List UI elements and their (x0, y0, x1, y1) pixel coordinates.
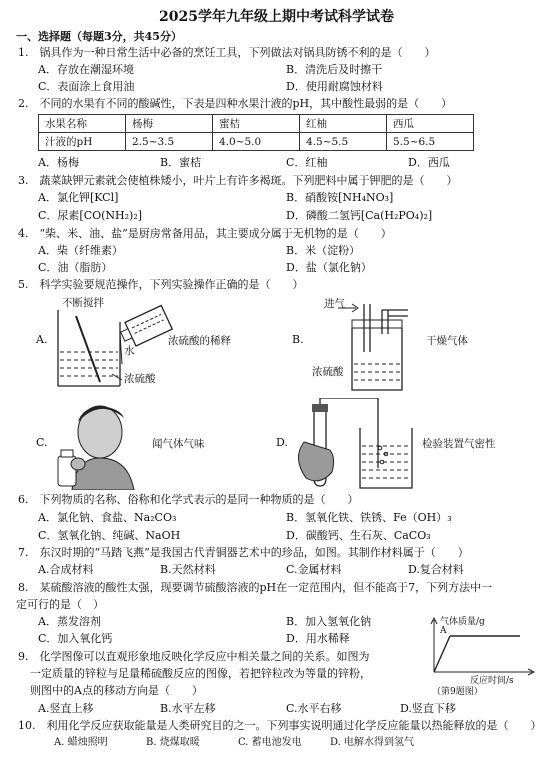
smelling-figure (50, 398, 140, 490)
table-cell: 4.5~5.5 (300, 133, 387, 151)
label-conc-acid-a: 浓硫酸 (124, 373, 156, 385)
table-cell: 杨梅 (126, 115, 213, 133)
q10-option-c[interactable]: C. 蓄电池发电 (238, 737, 302, 748)
q10-stem: 10. 利用化学反应获取能量是人类研究目的之一。下列事实说明通过化学反应能量以热能释放的是（ ） (18, 719, 542, 732)
q5-option-c[interactable]: C. (36, 436, 48, 449)
q9-graph-caption: （第9题图） (432, 687, 483, 697)
gas-drying-figure (330, 300, 420, 396)
table-cell: 蜜桔 (213, 115, 300, 133)
q9-stem-line3: 则图中的A点的移动方向是（ ） (30, 684, 203, 697)
q8-stem-line1: 8. 某硫酸溶液的酸性太强，现要调节硫酸溶液的pH在一定范围内，但不能高于7，下列方法中一 (18, 581, 493, 594)
table-header-row (39, 115, 474, 133)
caption-smell: 闻气体气味 (152, 438, 205, 450)
q1-option-c[interactable]: C．表面涂上食用油 (38, 80, 135, 93)
label-stirring: 不断搅拌 (62, 297, 104, 309)
q7-option-d[interactable]: D.复合材料 (408, 563, 464, 576)
table-cell: 红柚 (300, 115, 387, 133)
q9-option-c[interactable]: C.水平右移 (286, 702, 342, 715)
q9-graph-point: A (440, 626, 447, 636)
q5-option-b[interactable]: B. (292, 333, 304, 346)
table-cell: 2.5~3.5 (126, 133, 213, 151)
q2-option-d[interactable]: D．西瓜 (408, 156, 450, 169)
q8-option-d[interactable]: D．用水稀释 (286, 632, 350, 645)
table-cell: 汁液的pH (39, 133, 126, 151)
q4-option-b[interactable]: B．米（淀粉） (286, 244, 361, 257)
ph-table (38, 114, 474, 151)
q3-option-d[interactable]: D．磷酸二氢钙[Ca(H₂PO₄)₂] (286, 209, 433, 222)
q1-option-b[interactable]: B．清洗后及时擦干 (286, 63, 383, 76)
table-row (39, 133, 474, 151)
q1-stem: 1. 锅具作为一种日常生活中必备的烹饪工具，下列做法对锅具防锈不利的是（ ） (18, 46, 436, 59)
q1-option-d[interactable]: D．使用耐腐蚀材料 (286, 80, 383, 93)
q7-option-c[interactable]: C.金属材料 (286, 563, 342, 576)
q9-option-b[interactable]: B.水平左移 (160, 702, 216, 715)
caption-drying: 干燥气体 (426, 335, 468, 347)
airtightness-figure (290, 398, 420, 492)
q9-graph-xlabel: 反应时间/s (470, 676, 514, 686)
q9-option-a[interactable]: A.竖直上移 (38, 702, 94, 715)
q8-option-a[interactable]: A．蒸发溶剂 (38, 615, 101, 628)
label-conc-acid-b: 浓硫酸 (312, 366, 344, 378)
caption-dilution: 浓硫酸的稀释 (168, 335, 231, 347)
q4-option-d[interactable]: D．盐（氯化钠） (286, 261, 372, 274)
q4-stem: 4. “柴、米、油、盐”是厨房常备用品，其主要成分属于无机物的是（ ） (18, 227, 392, 240)
table-cell: 5.5~6.5 (387, 133, 474, 151)
q3-stem: 3. 蔬菜缺钾元素就会使植株矮小，叶片上有许多褐斑。下列肥料中属于钾肥的是（ ） (18, 174, 458, 187)
table-cell: 西瓜 (387, 115, 474, 133)
q10-option-d[interactable]: D. 电解水得到氢气 (330, 737, 415, 748)
q8-stem-line2: 定可行的是（ ） (16, 598, 104, 611)
q5-option-d[interactable]: D. (276, 436, 288, 449)
q3-option-c[interactable]: C．尿素[CO(NH₂)₂] (38, 209, 143, 222)
q9-stem-line1: 9. 化学图像可以直观形象地反映化学反应中相关量之间的关系。如图为 (18, 650, 370, 663)
q9-graph-ylabel: 气体质量/g (440, 617, 485, 627)
q2-stem: 2. 不同的水果有不同的酸碱性，下表是四种水果汁液的pH，其中酸性最弱的是（ ） (18, 97, 453, 110)
q8-option-b[interactable]: B．加入氢氧化钠 (286, 615, 372, 628)
section-heading: 一、选择题（每题3分，共45分） (16, 30, 182, 43)
table-cell: 4.0~5.0 (213, 133, 300, 151)
q5-option-a[interactable]: A. (36, 333, 48, 346)
q10-option-a[interactable]: A. 蜡烛照明 (54, 737, 108, 748)
q4-option-c[interactable]: C．油（脂肪） (38, 261, 113, 274)
q2-option-a[interactable]: A．杨梅 (38, 156, 79, 169)
q8-option-c[interactable]: C．加入氧化钙 (38, 632, 113, 645)
q3-option-b[interactable]: B．硝酸铵[NH₄NO₃] (286, 191, 394, 204)
q2-option-c[interactable]: C．红柚 (286, 156, 328, 169)
page-title: 2025学年九年级上期中考试科学试卷 (159, 9, 394, 25)
q7-option-a[interactable]: A.合成材料 (38, 563, 94, 576)
q6-option-b[interactable]: B．氢氧化铁、铁锈、Fe（OH）₃ (286, 511, 452, 524)
q5-stem: 5. 科学实验要规范操作，下列实验操作正确的是（ ） (18, 278, 304, 291)
q6-option-a[interactable]: A．氯化钠、食盐、Na₂CO₃ (38, 511, 177, 524)
q7-stem: 7. 东汉时期的“马踏飞燕”是我国古代青铜器艺术中的珍品，如图。其制作材料属于（ ） (18, 546, 469, 559)
table-cell: 水果名称 (39, 115, 126, 133)
q9-stem-line2: 一定质量的锌粒与足量稀硫酸反应的图像，若把锌粒改为等量的锌粉， (30, 667, 371, 680)
q9-option-d[interactable]: D.竖直下移 (400, 702, 456, 715)
q7-option-b[interactable]: B.天然材料 (160, 563, 216, 576)
label-gas-in: 进气 (324, 298, 345, 310)
q10-option-b[interactable]: B. 烧煤取暖 (146, 737, 200, 748)
q4-option-a[interactable]: A．柴（纤维素） (38, 244, 123, 257)
q6-stem: 6. 下列物质的名称、俗称和化学式表示的是同一种物质的是（ ） (18, 493, 359, 506)
q6-option-c[interactable]: C．氢氧化钠、纯碱、NaOH (38, 529, 181, 542)
caption-airtightness: 检验装置气密性 (422, 438, 496, 450)
q1-option-a[interactable]: A．存放在潮湿环境 (38, 63, 134, 76)
q6-option-d[interactable]: D．碳酸钙、生石灰、CaCO₃ (286, 529, 431, 542)
q3-option-a[interactable]: A．氯化钾[KCl] (38, 191, 119, 204)
label-water: 水 (124, 345, 135, 357)
q2-option-b[interactable]: B．蜜桔 (160, 156, 202, 169)
